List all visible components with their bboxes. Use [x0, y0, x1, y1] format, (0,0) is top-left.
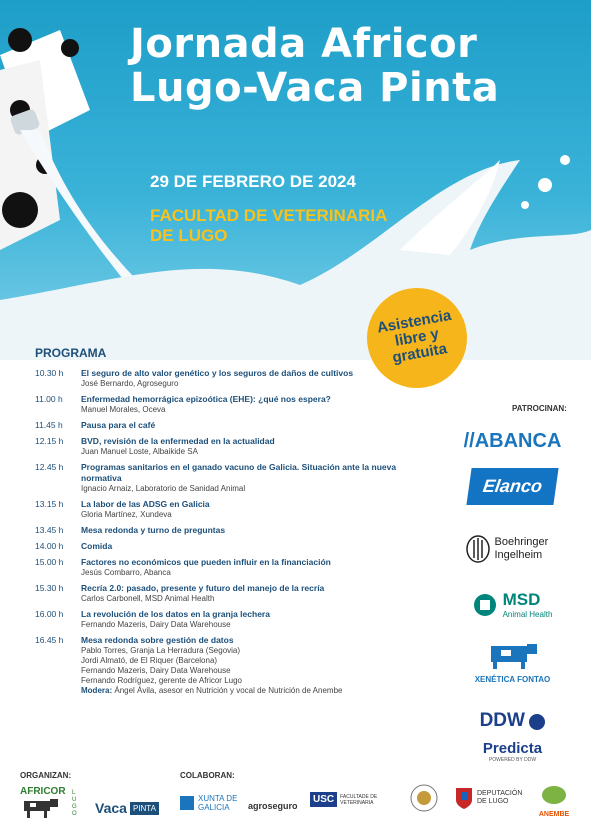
badge-text: Asistencia libre y gratuita	[375, 306, 453, 367]
abanca-text: //ABANCA	[463, 430, 562, 452]
agenda-item	[35, 541, 435, 552]
agenda-title: Recría 2.0: pasado, presente y futuro del manejo de la recría	[81, 583, 325, 593]
organizan-heading: ORGANIZAN:	[20, 771, 72, 780]
agenda-time: 14.00 h	[35, 541, 64, 551]
leaf-icon	[539, 784, 569, 806]
poster-title	[130, 22, 570, 110]
cow-icon	[20, 797, 60, 819]
agenda-item	[35, 394, 435, 415]
boehringer-logo	[455, 534, 570, 564]
agenda-item	[35, 609, 435, 630]
agenda-time: 10.30 h	[35, 368, 64, 378]
facultade-text: FACULTADE DE VETERINARIA	[340, 793, 378, 806]
agenda-title: Comida	[81, 541, 113, 551]
agenda-time: 15.30 h	[35, 583, 64, 593]
agenda-item	[35, 635, 435, 696]
agenda-item	[35, 420, 435, 431]
agenda-speaker: Fernando Mazeris, Dairy Data Warehouse	[81, 620, 231, 629]
title-line-2: Lugo-Vaca Pinta	[130, 65, 500, 111]
agroseguro-logo	[248, 796, 298, 814]
patrocinan-heading: PATROCINAN:	[512, 404, 567, 413]
cow-icon	[483, 640, 543, 670]
agenda-speaker: Jordi Almató, de El Riquer (Barcelona)	[81, 656, 218, 665]
msd-emblem-icon	[473, 593, 497, 617]
anembe-text: ANEMBE	[538, 811, 570, 818]
agenda-title: BVD, revisión de la enfermedad en la actualidad	[81, 436, 275, 446]
agenda-speaker: Fernando Rodríguez, gerente de Africor Lugo	[81, 676, 242, 685]
agenda-item	[35, 368, 435, 389]
xenetica-text: XENÉTICA FONTAO	[474, 675, 551, 684]
facultade-seal-logo	[410, 784, 438, 817]
xunta-cross-icon	[180, 796, 194, 810]
xunta-text: XUNTA DE GALICIA	[198, 794, 238, 812]
hero-banner	[0, 0, 591, 360]
agenda-time: 12.15 h	[35, 436, 64, 446]
deputacion-lugo-logo	[455, 786, 525, 810]
agenda-item	[35, 525, 435, 536]
lugo-text: LUGO	[72, 790, 77, 817]
msd-text: MSD	[502, 590, 541, 609]
agenda-title: Programas sanitarios en el ganado vacuno de Galicia. Situación ante la nueva normativa	[81, 462, 397, 483]
moderator-label: Modera:	[81, 686, 113, 695]
agenda-speaker: Manuel Morales, Oceva	[81, 405, 166, 414]
predicta-logo	[455, 740, 570, 763]
cow-face-icon	[529, 714, 545, 730]
vaca-pinta-logo	[95, 800, 159, 816]
agenda-title: Pausa para el café	[81, 420, 156, 430]
programa-heading: PROGRAMA	[35, 346, 107, 360]
msd-subtext: Animal Health	[502, 610, 553, 619]
abanca-logo	[455, 430, 570, 453]
agenda-item	[35, 462, 435, 494]
agenda-title: Enfermedad hemorrágica epizoótica (EHE): ¿qué nos espera?	[81, 394, 331, 404]
agenda-time: 13.15 h	[35, 499, 64, 509]
agenda-item	[35, 499, 435, 520]
agenda-list	[35, 368, 435, 701]
africor-text: AFRICOR	[20, 786, 66, 797]
agenda-item	[35, 436, 435, 457]
moderator-name: Ángel Ávila, asesor en Nutrición y vocal de Nutrición de Anembe	[114, 686, 343, 695]
colaboran-heading: COLABORAN:	[180, 771, 235, 780]
boehringer-emblem-icon	[465, 534, 491, 564]
agenda-title: Mesa redonda y turno de preguntas	[81, 525, 226, 535]
event-venue: FACULTAD DE VETERINARIA DE LUGO	[150, 206, 387, 245]
agenda-title: Mesa redonda sobre gestión de datos	[81, 635, 234, 645]
agenda-time: 12.45 h	[35, 462, 64, 472]
predicta-text: Predicta	[482, 740, 543, 757]
predicta-subtext: POWERED BY DDW	[488, 757, 537, 763]
agenda-time: 15.00 h	[35, 557, 64, 567]
event-date: 29 DE FEBRERO DE 2024	[150, 172, 356, 191]
agenda-speaker: Gloria Martínez, Xundeva	[81, 510, 172, 519]
agenda-time: 11.00 h	[35, 394, 63, 404]
coat-of-arms-icon	[455, 786, 473, 810]
seal-icon	[410, 784, 438, 812]
elanco-logo	[455, 468, 570, 505]
anembe-logo	[530, 784, 578, 818]
usc-logo	[310, 792, 400, 807]
agenda-speaker: Jesús Combarro, Abanca	[81, 568, 171, 577]
xunta-logo	[180, 794, 242, 812]
agenda-time: 13.45 h	[35, 525, 64, 535]
agenda-title: La labor de las ADSG en Galicia	[81, 499, 210, 509]
agenda-item	[35, 557, 435, 578]
agenda-speaker: Ignacio Arnaiz, Laboratorio de Sanidad Animal	[81, 484, 246, 493]
ddw-logo	[455, 710, 570, 732]
ddw-text: DDW	[479, 710, 525, 731]
agenda-speaker: Pablo Torres, Granja La Herradura (Segovia)	[81, 646, 241, 655]
agenda-title: Factores no económicos que pueden influir en la financiación	[81, 557, 331, 567]
agenda-speaker: José Bernardo, Agroseguro	[81, 379, 179, 388]
xenetica-fontao-logo	[455, 640, 570, 684]
agenda-title: La revolución de los datos en la granja lechera	[81, 609, 270, 619]
title-line-1: Jornada Africor	[130, 21, 478, 67]
agenda-time: 16.45 h	[35, 635, 64, 645]
vaca-text: Vaca	[95, 800, 127, 816]
agenda-time: 16.00 h	[35, 609, 64, 619]
agroseguro-text: agroseguro	[248, 801, 298, 811]
agenda-speaker: Fernando Mazeris, Dairy Data Warehouse	[81, 666, 231, 675]
agenda-speaker: Juan Manuel Loste, Albaikide SA	[81, 447, 198, 456]
africor-lugo-logo	[20, 786, 86, 824]
agenda-title: El seguro de alto valor genético y los seguros de daños de cultivos	[81, 368, 354, 378]
agenda-time: 11.45 h	[35, 420, 63, 430]
elanco-text: Elanco	[481, 476, 544, 496]
msd-logo	[455, 590, 570, 619]
agenda-moderator	[81, 686, 435, 696]
agenda-speaker: Carlos Carbonell, MSD Animal Health	[81, 594, 215, 603]
usc-text: USC	[310, 792, 337, 807]
pinta-text: PINTA	[130, 802, 159, 815]
agenda-item	[35, 583, 435, 604]
deputacion-text: DEPUTACIÓN DE LUGO	[477, 790, 523, 805]
boehringer-text: Boehringer Ingelheim	[494, 536, 549, 561]
